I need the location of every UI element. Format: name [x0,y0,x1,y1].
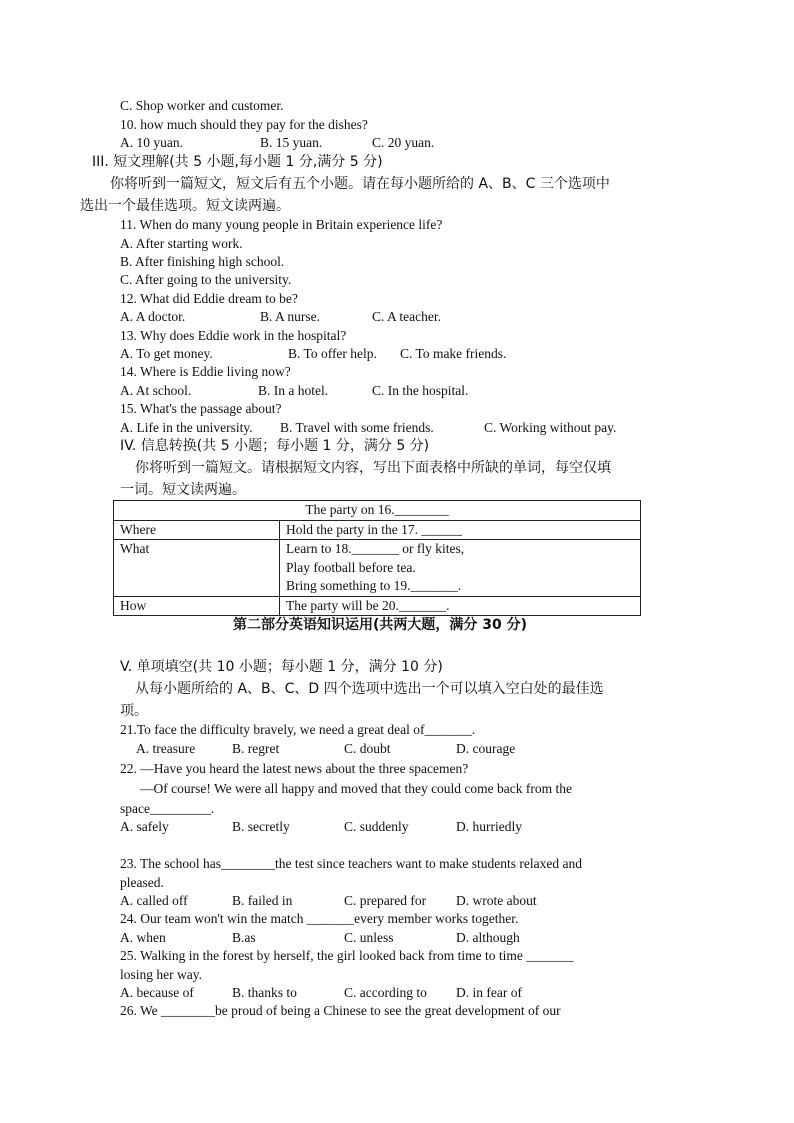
q11-stem: 11. When do many young people in Britain experience life? [120,217,443,232]
q21-option-c: C. doubt [344,741,391,756]
section5-instruction-line2: 项。 [120,703,148,719]
q21-option-d: D. courage [456,741,516,756]
q22-option-a: A. safely [120,819,169,834]
q24-option-b: B.as [232,930,256,945]
q14-stem: 14. Where is Eddie living now? [120,364,291,379]
q21-stem: 21.To face the difficulty bravely, we need a great deal of_______. [120,722,476,737]
q11-option-a: A. After starting work. [120,236,243,251]
q15-option-b: B. Travel with some friends. [280,420,434,435]
q24-option-d: D. although [456,930,520,945]
q12-stem: 12. What did Eddie dream to be? [120,291,298,306]
table-row [114,596,641,616]
section3-instruction-line2: 选出一个最佳选项。短文读两遍。 [80,198,290,214]
section5-instruction-line1: 从每小题所给的 A、B、C、D 四个选项中选出一个可以填入空白处的最佳选 [135,681,604,697]
q24-option-a: A. when [120,930,166,945]
q9-option-c: C. Shop worker and customer. [120,98,284,113]
q12-option-c: C. A teacher. [372,309,441,324]
q14-option-c: C. In the hospital. [372,383,469,398]
q24-option-c: C. unless [344,930,394,945]
q10-option-c: C. 20 yuan. [372,135,435,150]
q25-option-b: B. thanks to [232,985,297,1000]
section4-instruction-line2: 一词。短文读两遍。 [120,482,246,498]
q24-stem: 24. Our team won't win the match _______every member works together. [120,911,519,926]
q15-option-a: A. Life in the university. [120,420,253,435]
q25-stem-line1: 25. Walking in the forest by herself, the girl looked back from time to time _______ [120,948,574,963]
section3-instruction-line1: 你将听到一篇短文，短文后有五个小题。请在每小题所给的 A、B、C 三个选项中 [110,176,610,192]
q12-option-b: B. A nurse. [260,309,321,324]
q23-option-b: B. failed in [232,893,293,908]
q11-option-b: B. After finishing high school. [120,254,285,269]
row-line: Bring something to 19._______. [286,578,462,593]
row-content-how [280,596,641,616]
q11-option-c: C. After going to the university. [120,272,292,287]
row-line: Learn to 18._______ or fly kites, [286,541,465,556]
q14-option-b: B. In a hotel. [258,383,329,398]
q15-option-c: C. Working without pay. [484,420,617,435]
q10-stem: 10. how much should they pay for the dishes? [120,117,368,132]
table-row [114,540,641,597]
part2-heading: 第二部分英语知识运用(共两大题，满分 30 分) [233,617,528,633]
q13-option-c: C. To make friends. [400,346,507,361]
q25-stem-line2: losing her way. [120,967,202,982]
info-table-title: The party on 16.________ [114,501,641,521]
q13-option-b: B. To offer help. [288,346,377,361]
q22-option-b: B. secretly [232,819,290,834]
row-line: Hold the party in the 17. ______ [286,521,462,537]
section4-heading: IV. 信息转换(共 5 小题；每小题 1 分，满分 5 分) [120,438,430,454]
q22-stem-line2: —Of course! We were all happy and moved that they could come back from the [140,781,573,796]
q23-option-c: C. prepared for [344,893,427,908]
q25-option-a: A. because of [120,985,194,1000]
q12-option-a: A. A doctor. [120,309,186,324]
row-label-where: Where [114,520,280,540]
row-line: Play football before tea. [286,559,416,575]
q10-option-b: B. 15 yuan. [260,135,323,150]
row-label-how: How [114,596,280,616]
q10-option-a: A. 10 yuan. [120,135,183,150]
row-content-where [280,520,641,540]
section5-heading: V. 单项填空(共 10 小题；每小题 1 分，满分 10 分) [120,659,443,675]
q23-stem-line2: pleased. [120,875,164,890]
q23-option-d: D. wrote about [456,893,537,908]
info-table [113,500,641,616]
q26-stem-line1: 26. We ________be proud of being a Chinese to see the great development of our [120,1003,561,1018]
q25-option-d: D. in fear of [456,985,522,1000]
row-label-what: What [114,540,280,597]
q13-option-a: A. To get money. [120,346,213,361]
section3-heading: III. 短文理解(共 5 小题,每小题 1 分,满分 5 分) [92,154,383,170]
q22-option-c: C. suddenly [344,819,409,834]
q22-option-d: D. hurriedly [456,819,522,834]
row-line: The party will be 20._______. [286,597,450,613]
q23-stem-line1: 23. The school has________the test since teachers want to make students relaxed and [120,856,582,871]
q15-stem: 15. What's the passage about? [120,401,282,416]
q22-stem-line3: space_________. [120,801,215,816]
q22-stem-line1: 22. —Have you heard the latest news about the three spacemen? [120,761,469,776]
section4-instruction-line1: 你将听到一篇短文。请根据短文内容，写出下面表格中所缺的单词，每空仅填 [135,460,611,476]
q13-stem: 13. Why does Eddie work in the hospital? [120,328,347,343]
row-content-what [280,540,641,597]
q14-option-a: A. At school. [120,383,192,398]
q25-option-c: C. according to [344,985,427,1000]
q23-option-a: A. called off [120,893,188,908]
q21-option-b: B. regret [232,741,280,756]
q21-option-a: A. treasure [136,741,196,756]
table-row [114,520,641,540]
